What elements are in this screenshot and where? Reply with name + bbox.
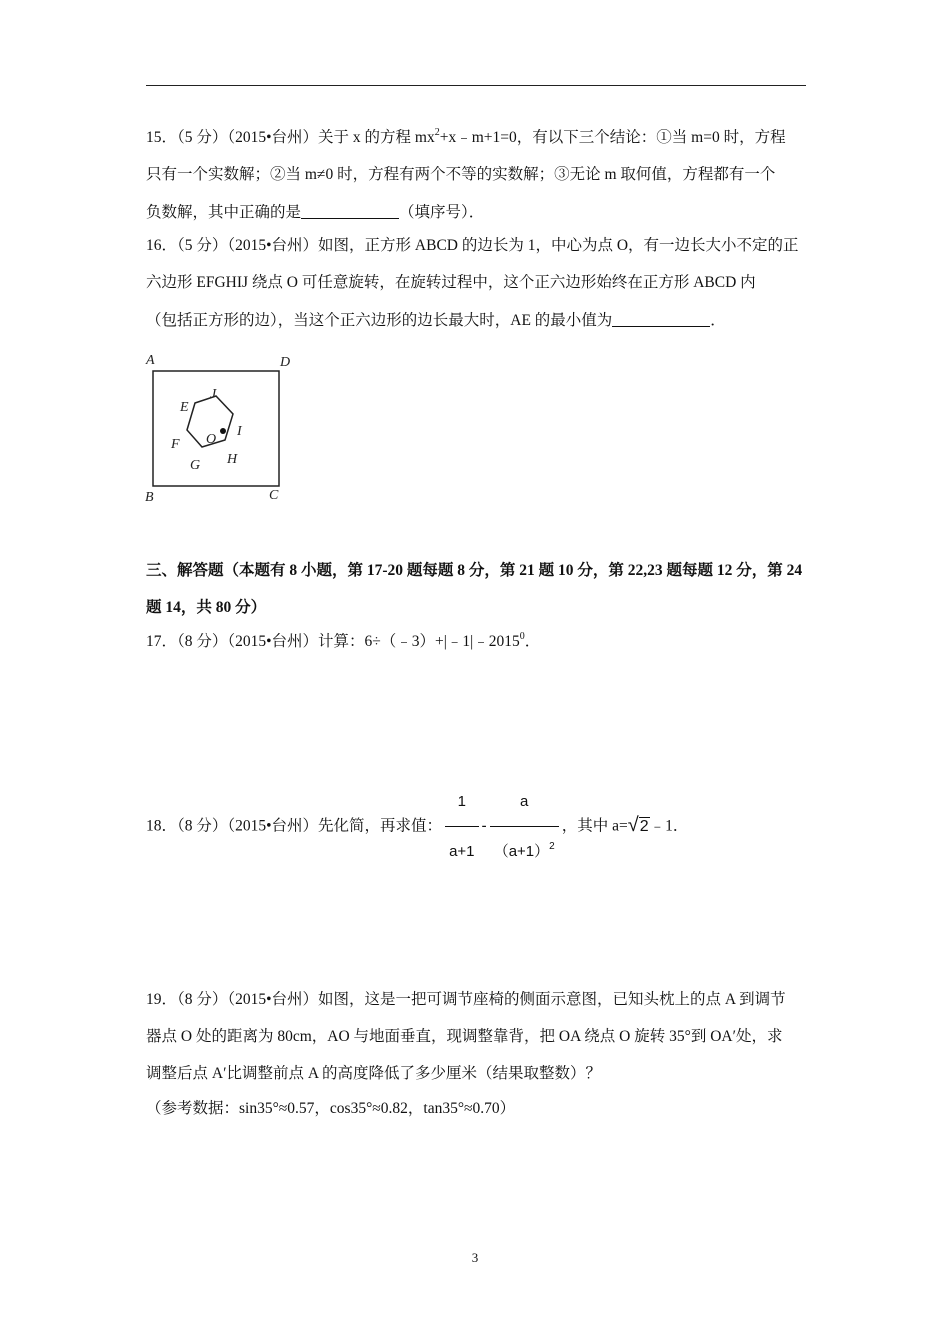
- label-d: D: [280, 355, 291, 370]
- label-e: E: [180, 400, 189, 415]
- answer-blank: [301, 203, 399, 219]
- label-o: O: [206, 432, 217, 447]
- label-g: G: [190, 458, 201, 473]
- answer-blank: [612, 311, 710, 327]
- q15-line-1: 15．（5 分）（2015•台州）关于 x 的方程 $mx^2+x﹣m+1=0$，有以下三个结论：①当 m=0 时，方程: [146, 127, 786, 146]
- header-rule: [146, 85, 806, 86]
- label-f: F: [171, 437, 180, 452]
- section-3-heading-line-2: 题 14，共 80 分）: [146, 599, 267, 616]
- q18-text: 18．（8 分）（2015•台州）先化简，再求值： $\frac{1}{a+1}$ - $\frac{a}{(a+1)^2}$ ，其中 a=√2﹣1．: [146, 780, 688, 874]
- q19-line-3: 调整后点 A′比调整前点 A 的高度降低了多少厘米（结果取整数）？: [146, 1065, 602, 1082]
- q19-line-1: 19．（8 分）（2015•台州）如图，这是一把可调节座椅的侧面示意图，已知头枕上的点 A 到调节: [146, 991, 786, 1008]
- page-number: 3: [471, 1250, 479, 1265]
- q16-line-3: （包括正方形的边），当这个正六边形的边长最大时，AE 的最小值为 ．: [146, 312, 726, 329]
- label-j: J: [210, 387, 217, 402]
- label-i: I: [237, 424, 242, 439]
- q16-line-1: 16．（5 分）（2015•台州）如图，正方形 ABCD 的边长为 1，中心为点 O，有一边长大小不定的正: [146, 237, 799, 254]
- label-c: C: [269, 488, 279, 503]
- q15-line-2: 只有一个实数解；②当 m≠0 时，方程有两个不等的实数解；③无论 m 取何值，方程都有一个: [146, 166, 776, 183]
- fraction-1: $\frac{1}{a+1}$: [445, 780, 478, 874]
- q19-line-2: 器点 O 处的距离为 80cm，AO 与地面垂直，现调整靠背，把 OA 绕点 O 旋转 35°到 OA′处，求: [146, 1028, 783, 1045]
- square-hexagon-figure: [142, 348, 302, 508]
- label-h: H: [227, 452, 238, 467]
- q17-text: 17．（8 分）（2015•台州）计算：$6\div(﹣3)+|﹣1|﹣2015^0$．: [146, 631, 541, 650]
- q19-reference-data: （参考数据：sin35°≈0.57，cos35°≈0.82，tan35°≈0.70）: [146, 1100, 516, 1117]
- label-a: A: [146, 353, 155, 368]
- section-3-heading-line-1: 三、解答题（本题有 8 小题，第 17-20 题每题 8 分，第 21 题 10 分，第 22,23 题每题 12 分，第 24: [146, 562, 803, 579]
- center-point-o: [220, 428, 226, 434]
- q15-line-3: 负数解，其中正确的是 （填序号）．: [146, 204, 485, 221]
- sqrt-expression: √2: [627, 813, 649, 836]
- q16-line-2: 六边形 EFGHIJ 绕点 O 可任意旋转，在旋转过程中，这个正六边形始终在正方形 ABCD 内: [146, 274, 756, 291]
- fraction-2: $\frac{a}{(a+1)^2}$: [490, 780, 559, 874]
- label-b: B: [145, 490, 154, 505]
